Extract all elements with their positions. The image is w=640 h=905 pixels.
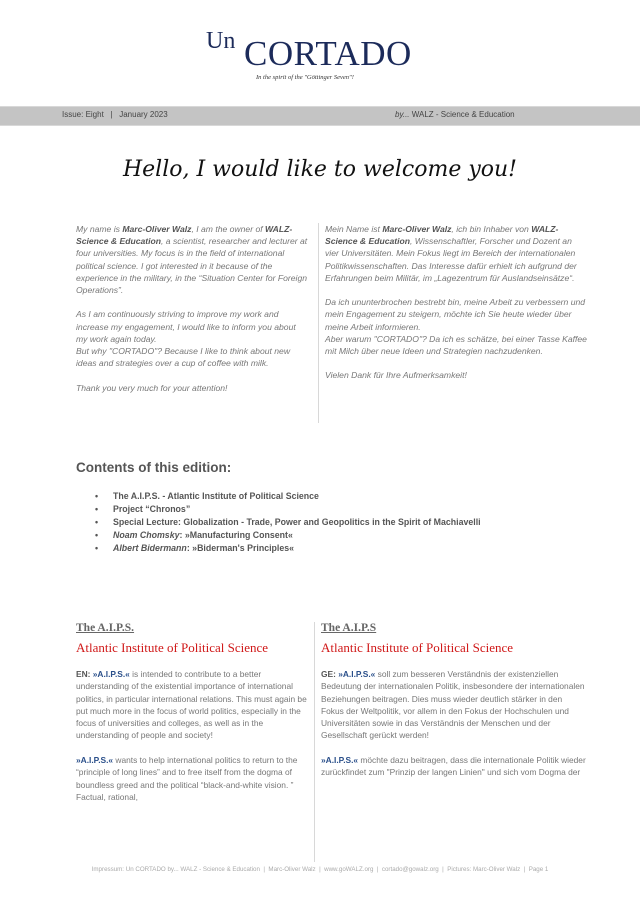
text: soll zum besseren Verständnis der existenziellen Bedeutung der internationalen Politik, insbesondere der internationalen Beziehungen beitragen. Dies muss wieder deutlich stärker in den Fokus der Weltpolitik, vor allem in den Fokus der Hochschulen und Universitäten sowie in das Verständnis der Menschen und der Gesellschaft gerückt werden! — [321, 669, 585, 741]
intro-de-paragraph-3: Vielen Dank für Ihre Aufmerksamkeit! — [325, 370, 467, 381]
footer-imprint: Impressum: Un CORTADO by... WALZ - Science & Education | Marc-Oliver Walz | www.goWALZ.org | cortado@gowalz.org | Pictures: Marc-Oliver Walz | Page 1 — [91, 866, 549, 873]
aips-de-paragraph-1 — [321, 668, 587, 742]
aips-en-paragraph-2 — [76, 754, 308, 803]
language-label: EN: — [76, 669, 93, 679]
masthead-prefix: Un — [206, 28, 236, 54]
contents-item — [95, 490, 481, 503]
aips-subheading: Atlantic Institute of Political Science — [321, 640, 514, 655]
publisher-name: WALZ - Science & Education — [409, 110, 515, 119]
text: As I am continuously striving to improve my work and increase my engagement, I would like to inform you about my work again today. — [76, 309, 296, 344]
intro-german — [318, 223, 587, 423]
contents-item-author: Albert Bidermann — [113, 543, 187, 553]
contents-item-label: The A.I.P.S. - Atlantic Institute of Political Science — [113, 491, 319, 501]
by-prefix: by... — [395, 110, 410, 119]
contents-item-label: : »Biderman's Principles« — [186, 543, 295, 553]
text: Da ich ununterbrochen bestrebt bin, meine Arbeit zu verbessern und mein Engagement zu steigern, möchte ich Sie heute wieder über meine Arbeit informieren. — [325, 297, 586, 332]
text: is intended to contribute to a better understanding of the existential importance of international politics, in particular international relations. This must again be put much more in the focus of world politics, especially in the focus of universities and colleges, as well as in the understanding of people and society! — [76, 669, 307, 741]
text: , a scientist, researcher and lecturer at four universities. My focus is in the field of international political science. I got interested in it because of the experience in the military, in the “Situation Center for Foreign Operations”. — [76, 236, 308, 296]
greeting-heading: Hello, I would like to welcome you! — [122, 157, 518, 182]
intro-de-paragraph-2 — [325, 296, 587, 357]
aips-subheading: Atlantic Institute of Political Science — [76, 640, 269, 655]
intro-english — [76, 223, 308, 406]
author-name: Marc-Oliver Walz — [382, 224, 452, 234]
brand-name: »A.I.P.S.« — [338, 669, 376, 679]
bullet-icon: • — [95, 543, 99, 553]
bullet-icon: • — [95, 530, 99, 540]
contents-item — [95, 516, 481, 529]
author-name: Marc-Oliver Walz — [122, 224, 192, 234]
text: , Wissenschaftler, Forscher und Dozent an vier Universitäten. Mein Fokus liegt im Bereich der internationalen Politikwissenschaften. Das Interesse dafür erhielt ich aufgrund der Erfahrungen beim Militär, im „Lagezentrum für Auslandseinsätze“. — [325, 236, 577, 283]
aips-german-section — [314, 622, 587, 862]
contents-item — [95, 503, 481, 516]
masthead-title: CORTADO — [244, 34, 412, 73]
contents-item-author: Noam Chomsky — [113, 530, 180, 540]
brand-name: »A.I.P.S.« — [321, 755, 359, 766]
contents-item — [95, 529, 481, 542]
contents-list — [95, 490, 481, 555]
intro-en-paragraph-1 — [76, 223, 308, 296]
publisher-info — [395, 110, 515, 119]
brand-name: »A.I.P.S.« — [92, 669, 130, 679]
text: But why "CORTADO"? Because I like to think about new ideas and strategies over a cup of coffee with milk. — [76, 346, 291, 369]
contents-item-label: Project “Chronos” — [113, 504, 191, 514]
issue-bar — [0, 106, 640, 126]
text: Aber warum "CORTADO"? Da ich es schätze, bei einer Tasse Kaffee mit Milch über neue Ideen und Strategien nachzudenken. — [325, 333, 587, 357]
text: möchte dazu beitragen, dass die internationale Politik wieder zurückfindet zum "Prinzip der langen Linien" und sich vom Dogma der — [321, 755, 586, 778]
text: wants to help international politics to return to the “principle of long lines” and to free itself from the dogma of boundless greed and the political “black-and-white vision. ” Factual, rational, — [76, 755, 298, 802]
issue-info: Issue: Eight | January 2023 — [62, 110, 168, 119]
text: Mein Name ist — [325, 224, 383, 234]
brand-name: »A.I.P.S.« — [76, 755, 114, 766]
intro-en-paragraph-2 — [76, 308, 308, 369]
aips-heading: The A.I.P.S — [321, 622, 377, 634]
contents-item-label: : »Manufacturing Consent« — [179, 530, 293, 540]
contents-title: Contents of this edition: — [76, 460, 232, 475]
bullet-icon: • — [95, 491, 99, 501]
company-name: WALZ- Science & Education — [76, 224, 293, 247]
company-name: WALZ- Science & Education — [325, 224, 559, 247]
intro-de-paragraph-1 — [325, 223, 587, 284]
contents-item — [95, 542, 481, 555]
masthead-tagline: In the spirit of the "Göttinger Seven"! — [256, 74, 354, 81]
contents-item-label: Special Lecture: Globalization - Trade, Power and Geopolitics in the Spirit of Machiavelli — [113, 517, 481, 527]
aips-heading: The A.I.P.S. — [76, 622, 135, 634]
bullet-icon: • — [95, 517, 99, 527]
aips-body — [321, 668, 587, 779]
masthead — [0, 22, 640, 94]
text: , I am the owner of — [191, 224, 265, 234]
text: , ich bin Inhaber von — [451, 224, 532, 234]
bullet-icon: • — [95, 504, 99, 514]
language-label: GE: — [321, 669, 339, 679]
intro-en-paragraph-3: Thank you very much for your attention! — [76, 382, 228, 393]
aips-en-paragraph-1 — [76, 668, 308, 742]
aips-body — [76, 668, 308, 803]
text: My name is — [76, 224, 123, 234]
aips-de-paragraph-2 — [321, 754, 587, 779]
aips-english-section — [76, 622, 308, 816]
